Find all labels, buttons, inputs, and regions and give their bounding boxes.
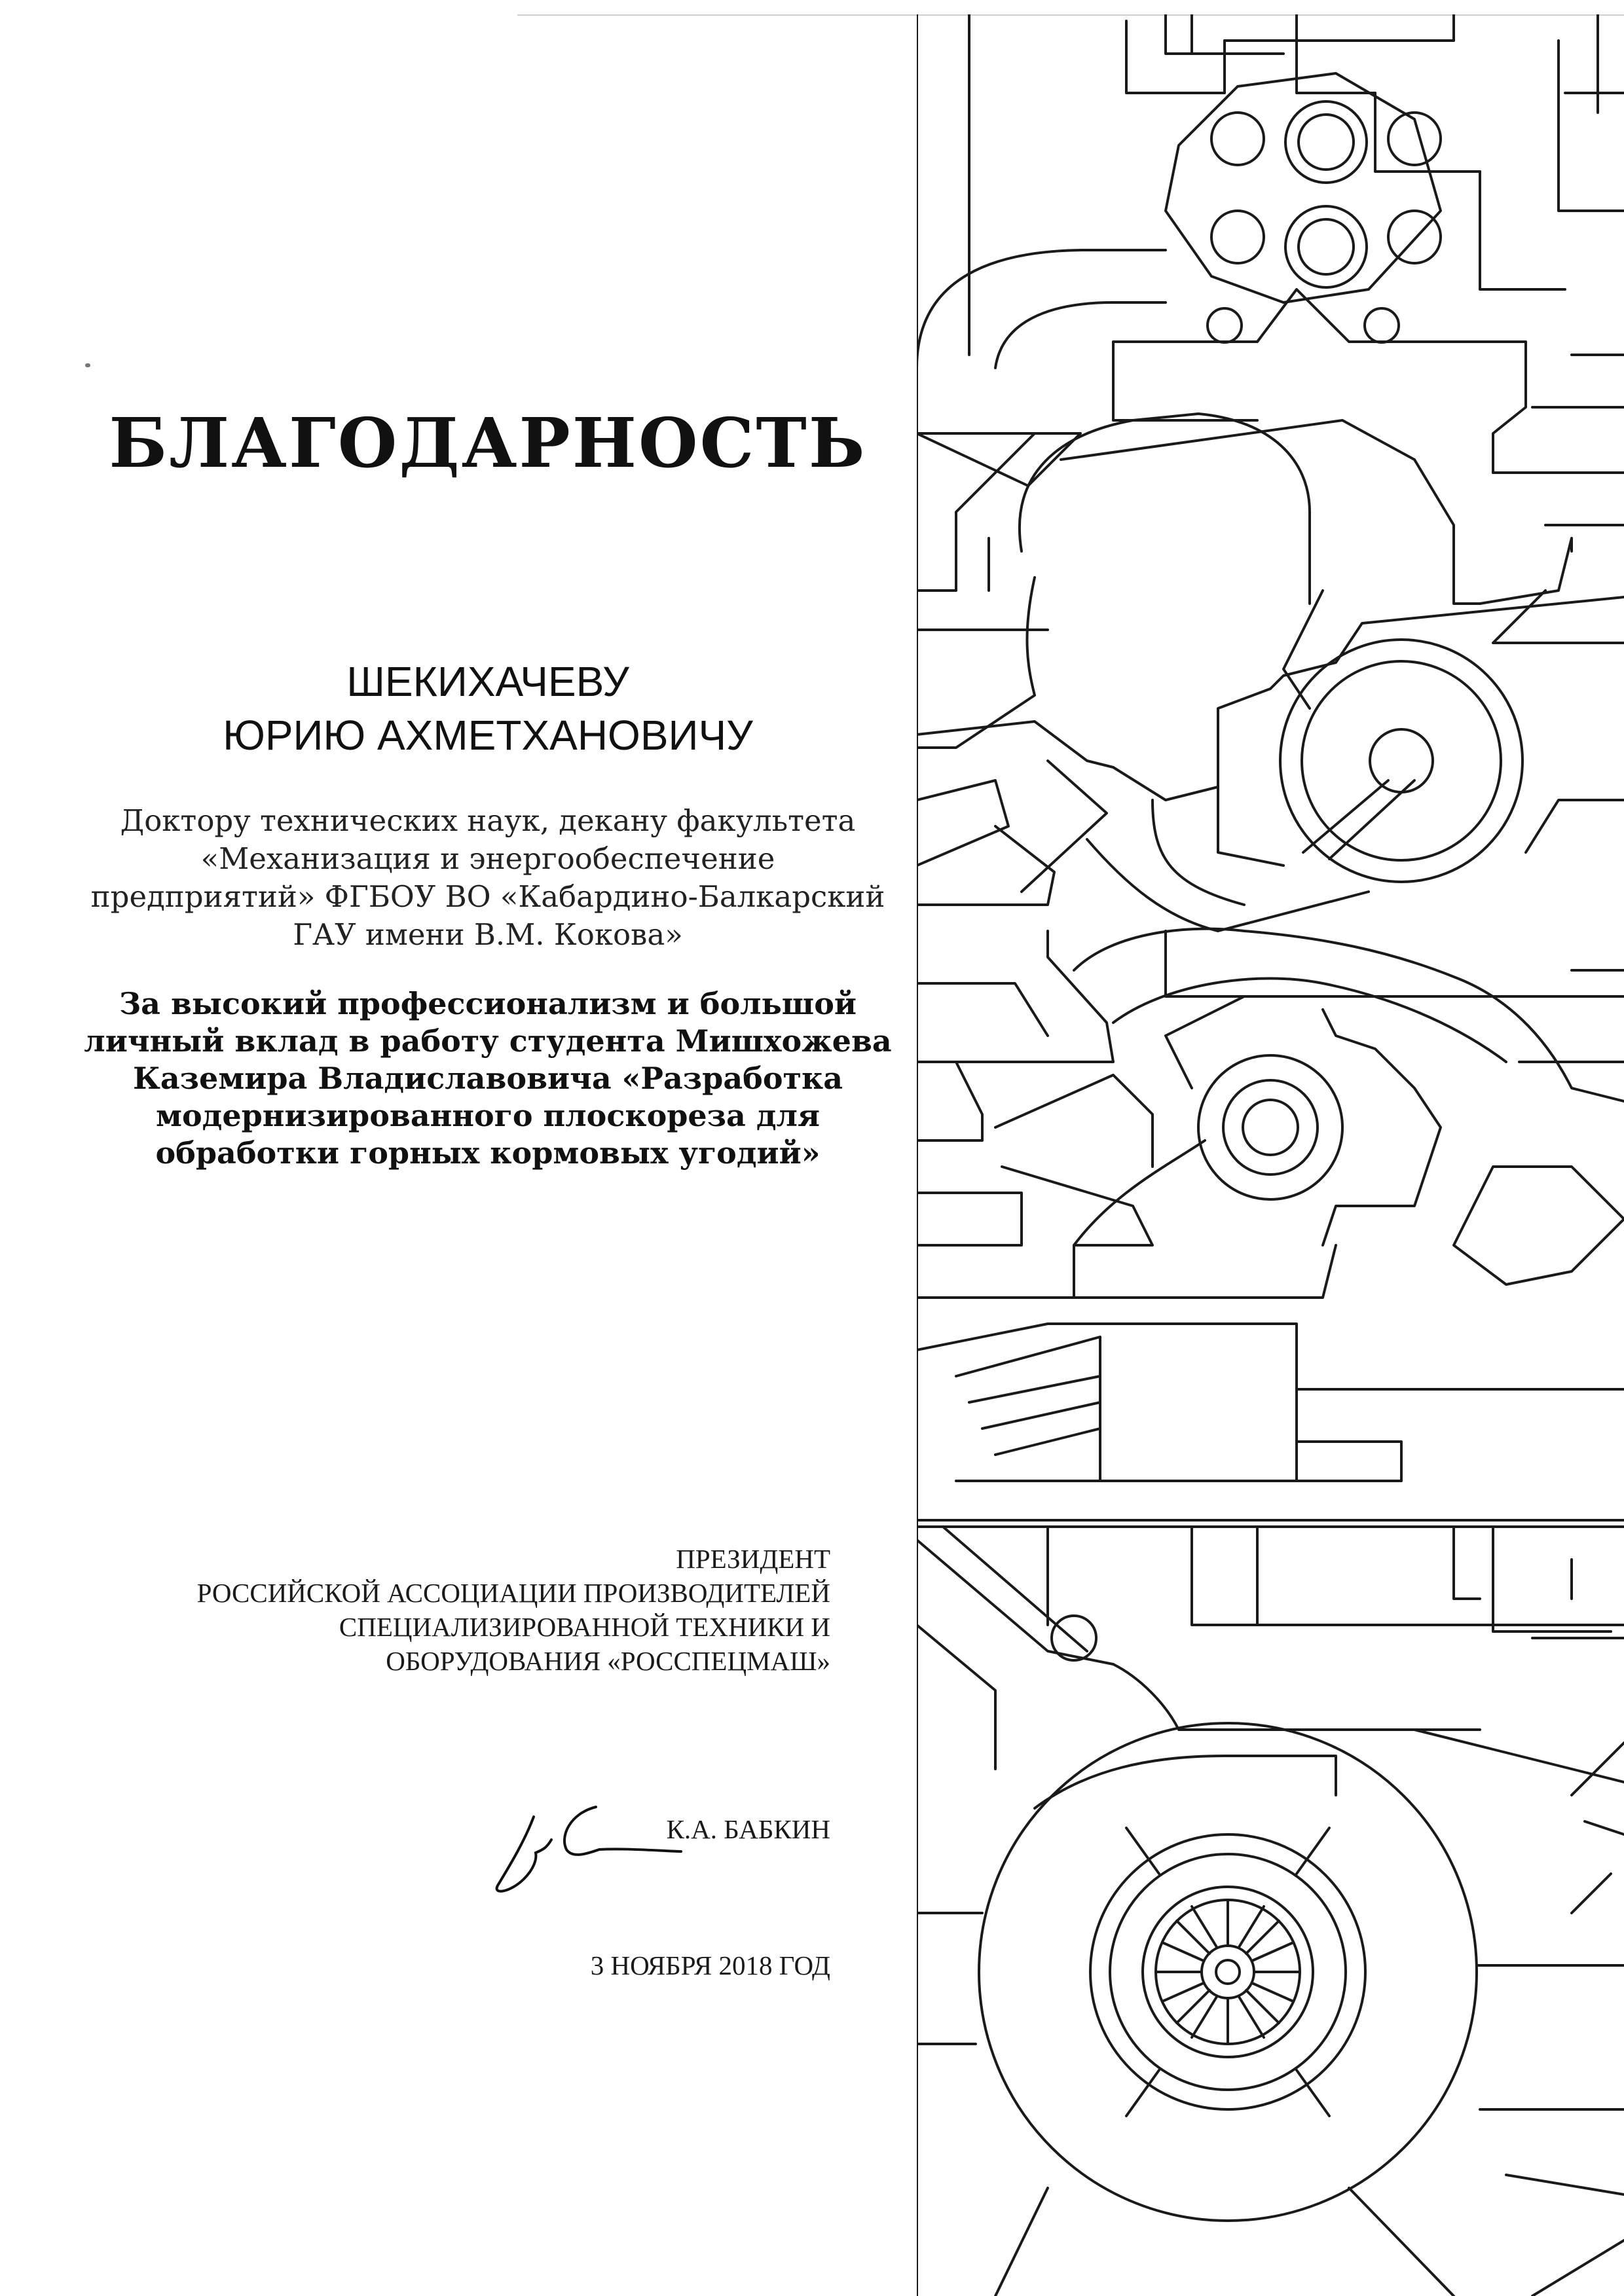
reason-line: За высокий профессионализм и большой	[119, 986, 857, 1021]
signer-title-line: СПЕЦИАЛИЗИРОВАННОЙ ТЕХНИКИ И	[339, 1612, 830, 1642]
signer-title-line: РОССИЙСКОЙ АССОЦИАЦИИ ПРОИЗВОДИТЕЛЕЙ	[196, 1578, 830, 1608]
position-line: «Механизация и энергообеспечение	[200, 841, 775, 876]
recipient-given-names: ЮРИЮ АХМЕТХАНОВИЧУ	[223, 712, 753, 759]
signer-title-line: ПРЕЗИДЕНТ	[676, 1544, 830, 1574]
recipient-position	[0, 802, 976, 954]
reason-line: обработки горных кормовых угодий»	[155, 1135, 821, 1171]
position-line: ГАУ имени В.М. Кокова»	[293, 917, 683, 952]
recipient-name	[0, 655, 976, 762]
reason-line: личный вклад в работу студента Мишхожева	[84, 1023, 892, 1059]
document-title: БЛАГОДАРНОСТЬ	[109, 403, 867, 483]
signer-title	[197, 1542, 830, 1678]
gratitude-reason	[0, 985, 976, 1172]
signer-title-line: ОБОРУДОВАНИЯ «РОССПЕЦМАШ»	[386, 1646, 830, 1676]
document-date: 3 НОЯБРЯ 2018 ГОД	[590, 1950, 830, 1980]
scan-speck	[85, 363, 90, 367]
engine-line-art-icon	[917, 14, 1624, 2296]
position-line: предприятий» ФГБОУ ВО «Кабардино-Балкарский	[90, 879, 885, 914]
signer-name: К.А. БАБКИН	[666, 1814, 830, 1844]
reason-line: Каземира Владиславовича «Разработка	[132, 1061, 843, 1096]
position-line: Доктору технических наук, декану факультета	[120, 803, 856, 838]
recipient-surname: ШЕКИХАЧЕВУ	[346, 658, 629, 705]
reason-line: модернизированного плоскореза для	[156, 1098, 820, 1133]
